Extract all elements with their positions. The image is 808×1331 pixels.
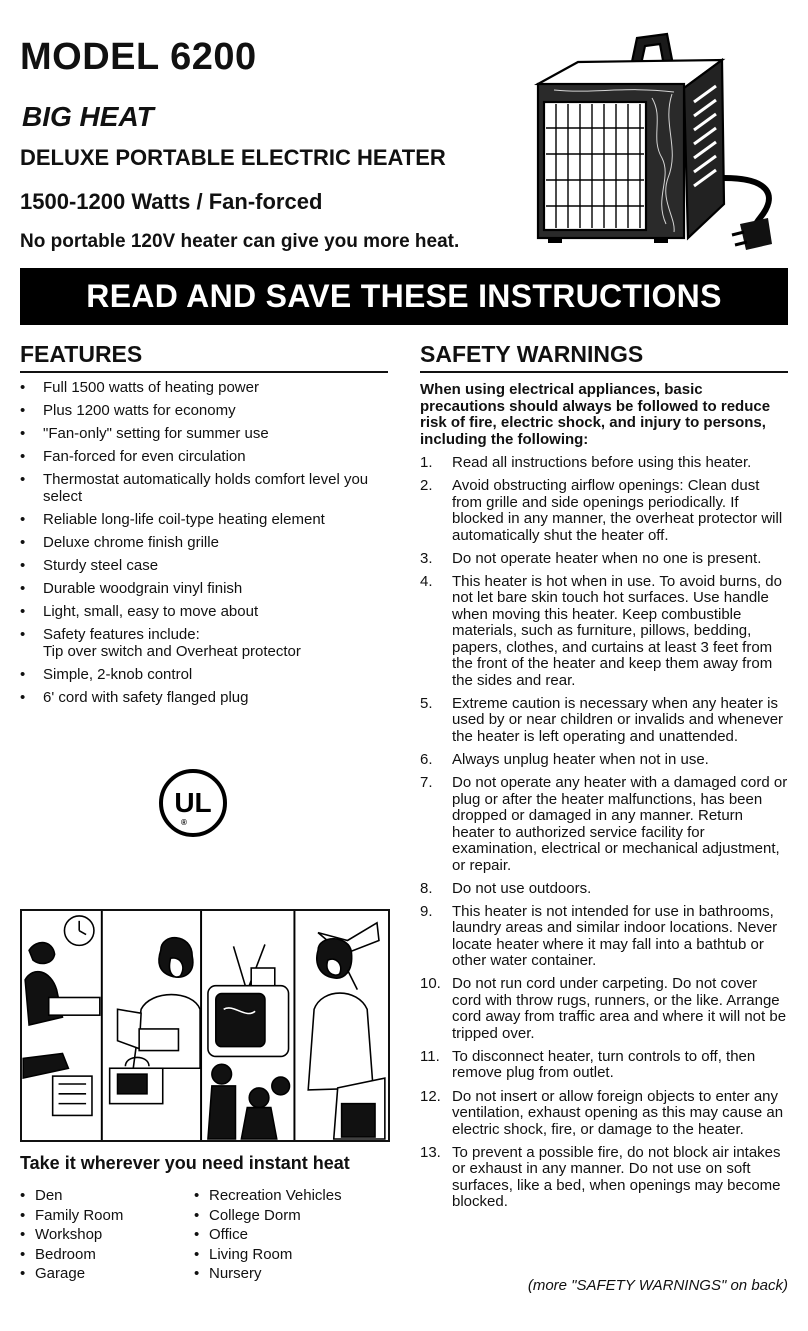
warning-item xyxy=(420,478,788,544)
warning-text: Always unplug heater when not in use. xyxy=(452,750,709,768)
room-item: • Garage xyxy=(20,1264,190,1284)
feature-item: • Deluxe chrome finish grille xyxy=(20,535,388,552)
warning-number: 3. xyxy=(420,549,433,567)
warning-item xyxy=(420,1089,788,1139)
wattage-line: 1500-1200 Watts / Fan-forced xyxy=(20,189,323,214)
warning-number: 4. xyxy=(420,572,433,590)
tagline: No portable 120V heater can give you more heat. xyxy=(20,231,460,252)
warning-item xyxy=(420,775,788,874)
rooms-list-right xyxy=(194,1186,384,1284)
feature-item-label: Safety features include: xyxy=(43,626,200,644)
warning-number: 8. xyxy=(420,879,433,897)
warning-item xyxy=(420,696,788,746)
warning-text: Read all instructions before using this heater. xyxy=(452,454,752,471)
warning-item xyxy=(420,881,788,898)
safety-warnings-heading: SAFETY WARNINGS xyxy=(420,341,788,373)
warning-item xyxy=(420,752,788,769)
warning-number: 2. xyxy=(420,477,433,495)
warning-number: 1. xyxy=(420,454,433,471)
warning-item xyxy=(420,904,788,970)
room-item: • Living Room xyxy=(194,1245,384,1265)
warning-text: This heater is hot when in use. To avoid burns, do not let bare skin touch hot surfaces. Use handle when moving this heater. Keep combustible materials, such as furniture, pillows, bedding, papers, clothes, and curtains at least 3 feet from the front of the heater and keep them away from the sides and rear. xyxy=(452,572,782,689)
feature-item: • "Fan-only" setting for summer use xyxy=(20,426,388,443)
room-item: • Nursery xyxy=(194,1264,384,1284)
warning-text: Do not operate heater when no one is present. xyxy=(452,549,762,567)
warning-number: 7. xyxy=(420,774,433,792)
heater-illustration xyxy=(534,28,794,254)
warning-number: 5. xyxy=(420,694,433,712)
feature-item: • Durable woodgrain vinyl finish xyxy=(20,581,388,598)
warning-number: 11. xyxy=(420,1047,440,1065)
more-warnings-note: (more "SAFETY WARNINGS" on back) xyxy=(527,1277,788,1294)
feature-item-detail: Tip over switch and Overheat protector xyxy=(43,642,301,660)
room-item: • Bedroom xyxy=(20,1245,190,1265)
warning-text: This heater is not intended for use in bathrooms, laundry areas and similar indoor locations. Never locate heater where it may fall into a bathtub or other water container. xyxy=(452,902,778,970)
warning-text: Do not use outdoors. xyxy=(452,879,592,897)
warning-item xyxy=(420,574,788,690)
warning-text: Do not run cord under carpeting. Do not cover cord with throw rugs, runners, or the like. Arrange cord away from traffic area and where it will not be tripped over. xyxy=(452,975,787,1042)
warning-item xyxy=(420,1145,788,1211)
warning-number: 12. xyxy=(420,1087,441,1105)
room-item: • College Dorm xyxy=(194,1206,384,1226)
instructions-banner: READ AND SAVE THESE INSTRUCTIONS xyxy=(20,268,788,325)
warning-text: To disconnect heater, turn controls to off, then remove plug from outlet. xyxy=(452,1047,756,1082)
room-item: • Den xyxy=(20,1186,190,1206)
warning-item xyxy=(420,455,788,472)
warning-item xyxy=(420,551,788,568)
registered-mark: ® xyxy=(181,818,187,827)
features-heading: FEATURES xyxy=(20,341,388,373)
warning-text: Do not insert or allow foreign objects to enter any ventilation, exhaust opening as this may cause an electric shock, fire, or damage to the heater. xyxy=(452,1087,784,1138)
product-name: DELUXE PORTABLE ELECTRIC HEATER xyxy=(20,145,446,170)
feature-item: • Fan-forced for even circulation xyxy=(20,449,388,466)
ul-logo xyxy=(158,768,228,838)
safety-warnings-list xyxy=(420,455,788,1217)
warning-text: Avoid obstructing airflow openings: Clean dust from grille and side openings periodically. If blocked in any manner, the overheat protector will automatically shut the heater off. xyxy=(452,477,783,544)
feature-item: • Light, small, easy to move about xyxy=(20,604,388,621)
feature-item: • Plus 1200 watts for economy xyxy=(20,403,388,420)
feature-item: • Simple, 2-knob control xyxy=(20,667,388,684)
rooms-list-left xyxy=(20,1186,190,1284)
warning-number: 6. xyxy=(420,750,433,768)
feature-item: • 6' cord with safety flanged plug xyxy=(20,690,388,707)
model-title: MODEL 6200 xyxy=(20,36,257,78)
warning-item xyxy=(420,1049,788,1082)
warning-number: 13. xyxy=(420,1143,441,1161)
warning-number: 10. xyxy=(420,975,441,993)
product-subtitle: BIG HEAT xyxy=(22,101,154,132)
warning-text: Do not operate any heater with a damaged cord or plug or after the heater malfunctions, has been dropped or damaged in any manner. Return heater to authorized service facility for examination, electrical or mechanical adjustment, or repair. xyxy=(452,774,788,874)
room-item: • Recreation Vehicles xyxy=(194,1186,384,1206)
room-item: • Workshop xyxy=(20,1225,190,1245)
feature-item: • Thermostat automatically holds comfort level you select xyxy=(20,472,388,505)
warning-number: 9. xyxy=(420,902,433,920)
feature-item: • Full 1500 watts of heating power xyxy=(20,380,388,397)
room-item: • Family Room xyxy=(20,1206,190,1226)
feature-item: • Sturdy steel case xyxy=(20,558,388,575)
warning-text: To prevent a possible fire, do not block air intakes or exhaust in any manner. Do not use on soft surfaces, like a bed, when openings may become blocked. xyxy=(452,1143,781,1211)
usage-heading: Take it wherever you need instant heat xyxy=(20,1153,350,1173)
feature-item: • Reliable long-life coil-type heating element xyxy=(20,512,388,529)
warning-text: Extreme caution is necessary when any heater is used by or near children or invalids and whenever the heater is left operating and unattended. xyxy=(452,694,784,745)
usage-illustration xyxy=(20,909,390,1142)
warning-item xyxy=(420,976,788,1042)
room-item: • Office xyxy=(194,1225,384,1245)
safety-intro: When using electrical appliances, basic precautions should always be followed to reduce risk of fire, electric shock, and injury to persons, including the following: xyxy=(420,381,771,448)
feature-item xyxy=(20,627,388,660)
features-list xyxy=(20,380,388,713)
ul-logo-text: UL xyxy=(174,787,212,818)
